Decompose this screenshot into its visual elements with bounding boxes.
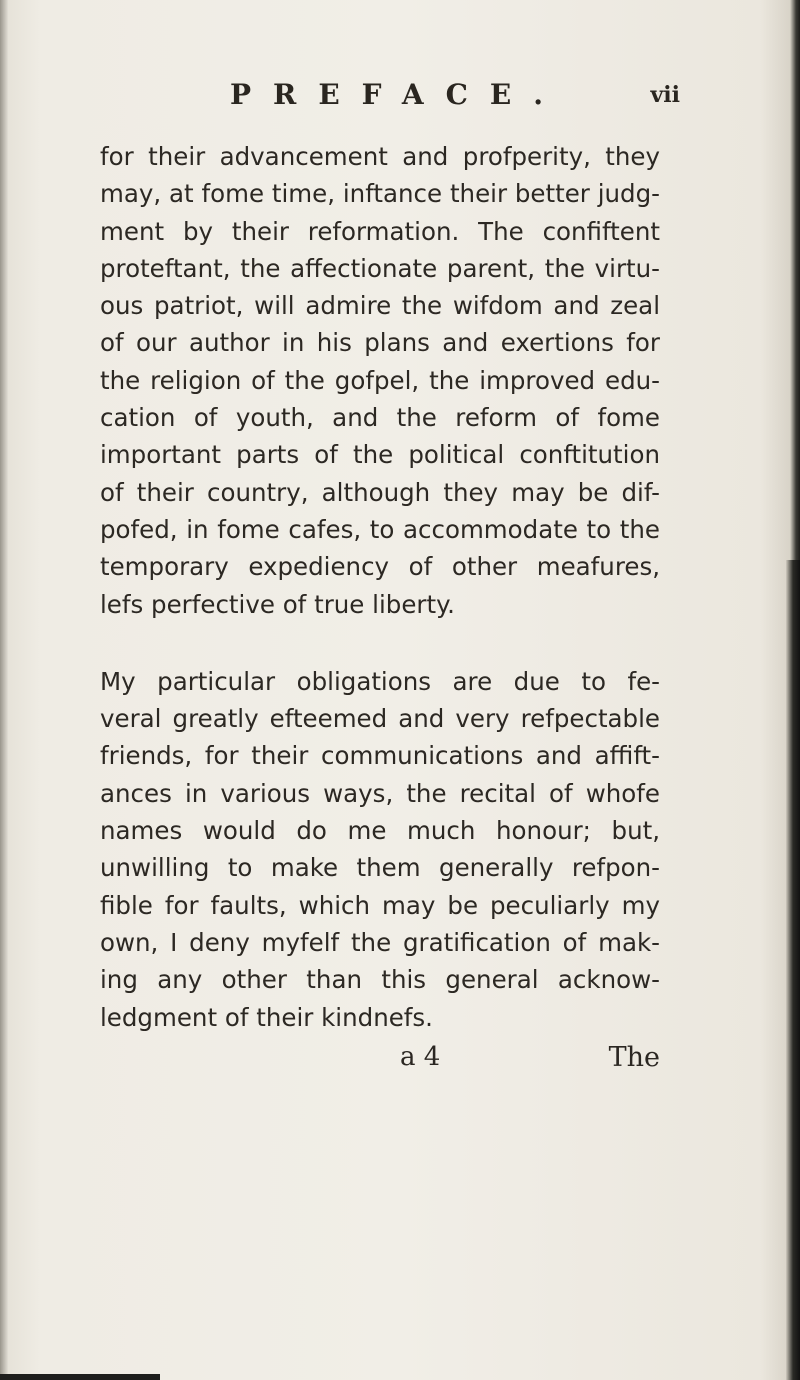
page-number: vii <box>650 82 680 108</box>
text-line: friends, for their communications and affift- <box>100 741 660 771</box>
text-line: of their country, although they may be dif- <box>100 477 660 507</box>
text-line: of our author in his plans and exertions for <box>100 328 660 358</box>
text-line: veral greatly efteemed and very refpectable <box>100 704 660 734</box>
paragraph-2 <box>100 663 660 1036</box>
text-line: ment by their reformation. The confiftent <box>100 216 660 246</box>
text-line: cation of youth, and the reform of fome <box>100 403 660 433</box>
page-bottom-shadow <box>0 1374 160 1380</box>
text-line: the religion of the gofpel, the improved edu- <box>100 365 660 395</box>
catchword: The <box>608 1042 660 1073</box>
text-line: My particular obligations are due to fe- <box>100 666 660 696</box>
text-line: ous patriot, will admire the wifdom and zeal <box>100 291 660 321</box>
text-line: ances in various ways, the recital of whofe <box>100 778 660 808</box>
text-line: pofed, in fome cafes, to accommodate to the <box>100 514 660 544</box>
signature-mark: a 4 <box>400 1042 441 1072</box>
paragraph-1 <box>100 138 660 623</box>
header-title: PREFACE. <box>230 78 566 111</box>
text-line: lefs perfective of true liberty. <box>100 589 455 619</box>
text-line: proteftant, the affectionate parent, the virtu- <box>100 253 660 283</box>
text-line: for their advancement and profperity, they <box>100 142 660 171</box>
text-line: ing any other than this general acknow- <box>100 965 660 995</box>
running-header <box>200 78 680 118</box>
text-line: unwilling to make them generally refpon- <box>100 853 660 883</box>
text-line: important parts of the political conftitution <box>100 440 660 470</box>
page-footer <box>100 1042 660 1082</box>
body-text <box>100 138 660 1036</box>
text-line: temporary expediency of other meafures, <box>100 552 660 582</box>
text-line: ledgment of their kindnefs. <box>100 1002 433 1032</box>
text-line: own, I deny myfelf the gratification of mak- <box>100 927 660 957</box>
page-binding-shadow <box>786 560 800 1380</box>
text-line: may, at fome time, inftance their better judg- <box>100 179 660 209</box>
page-left-edge <box>0 0 8 1380</box>
text-line: fible for faults, which may be peculiarly my <box>100 890 660 920</box>
text-line: names would do me much honour; but, <box>100 816 660 846</box>
